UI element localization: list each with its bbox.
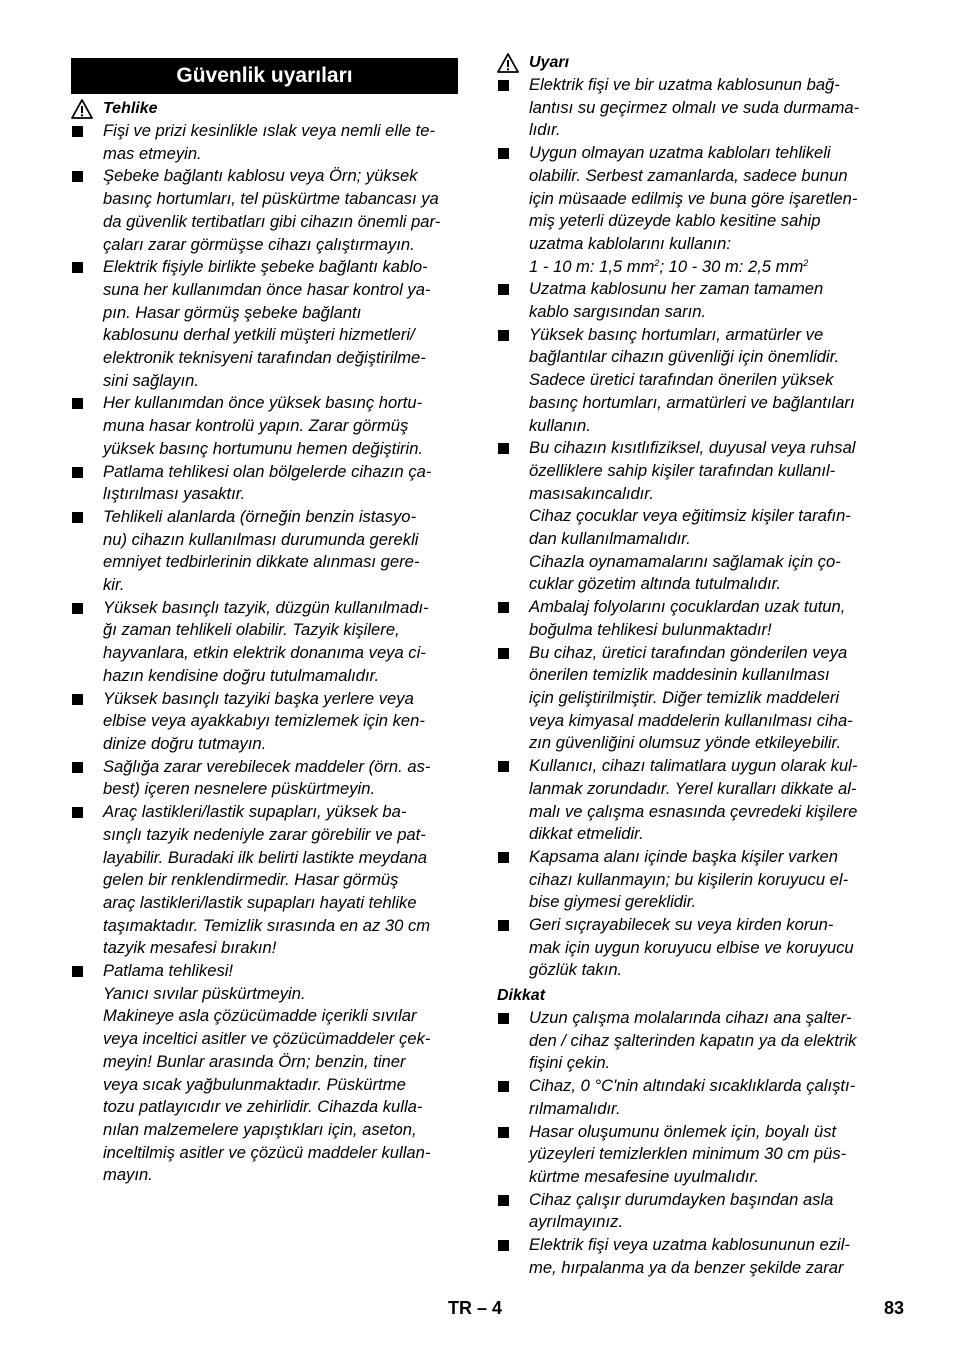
square-bullet-icon — [498, 1081, 509, 1092]
item-text-line: bağlantılar cihazın güvenliği için önemlidir. — [529, 347, 840, 367]
square-bullet-icon — [498, 648, 509, 659]
item-text-line: den / cihaz şalterinden kapatın ya da elektrik — [529, 1030, 857, 1050]
item-text-line: Geri sıçrayabilecek su veya kirden korun- — [529, 915, 834, 935]
caution-list — [497, 1007, 917, 1279]
list-item — [497, 437, 917, 596]
item-text-line: hazın kendisine doğru tutulmamalıdır. — [103, 665, 380, 685]
item-text-line: veya sıcak yağbulunmaktadır. Püskürtme — [103, 1074, 406, 1094]
square-bullet-icon — [498, 852, 509, 863]
list-item — [71, 392, 471, 460]
item-text-line: ayrılmayınız. — [529, 1212, 624, 1232]
item-text-line: muna hasar kontrolü yapın. Zarar görmüş — [103, 416, 409, 436]
item-text-line: layabilir. Buradaki ilk belirti lastikte meydana — [103, 847, 428, 867]
item-text-line: malı ve çalışma esnasında çevredeki kişilere — [529, 801, 858, 821]
square-bullet-icon — [72, 512, 83, 523]
item-text-line: Cihaz, 0 °C'nin altındaki sıcaklıklarda çalıştı- — [529, 1076, 856, 1096]
item-text-line: dan kullanılmamalıdır. — [529, 529, 691, 549]
item-text-line: cihazı kullanmayın; bu kişilerin koruyucu el- — [529, 869, 849, 889]
warning-triangle-icon — [71, 99, 93, 119]
item-text-line: sınçlı tazyik nedeniyle zarar görebilir ve pat- — [103, 824, 426, 844]
list-item — [497, 278, 917, 323]
square-bullet-icon — [498, 80, 509, 91]
square-bullet-icon — [498, 602, 509, 613]
item-text-line: Fişi ve prizi kesinlikle ıslak veya nemli elle te- — [103, 121, 435, 140]
square-bullet-icon — [72, 603, 83, 614]
item-text-line: zın güvenliğini olumsuz yönde etkileyebilir. — [529, 733, 842, 753]
list-item — [497, 642, 917, 756]
item-text-line: pın. Hasar görmüş şebeke bağlantı — [103, 302, 362, 322]
item-text-line: Ambalaj folyolarını çocuklardan uzak tutun, — [529, 597, 846, 617]
list-item — [71, 506, 471, 597]
item-text-line: veya kimyasal maddelerin kullanılması ciha- — [529, 710, 853, 730]
item-text-line: lanmak zorundadır. Yerel kuralları dikkate al- — [529, 778, 857, 798]
list-item — [71, 461, 471, 506]
list-item — [497, 1234, 917, 1279]
list-item — [497, 324, 917, 438]
square-bullet-icon — [72, 807, 83, 818]
item-text-line: rılmamalıdır. — [529, 1098, 621, 1118]
cable-spec-superscript: 2 — [654, 257, 660, 268]
item-text-line: Elektrik fişi ve bir uzatma kablosunun bağ- — [529, 75, 840, 94]
warning-triangle-icon — [497, 53, 519, 73]
list-item — [71, 597, 471, 688]
item-text-line: Patlama tehlikesi olan bölgelerde cihazın ça- — [103, 461, 432, 481]
item-text-line: lıdır. — [529, 120, 561, 140]
item-text-line: gözlük takın. — [529, 960, 623, 980]
item-text-line: fişini çekin. — [529, 1053, 611, 1073]
square-bullet-icon — [72, 694, 83, 705]
item-text-line: mak için uygun koruyucu elbise ve koruyucu — [529, 937, 854, 957]
item-text-line: Yüksek basınçlı tazyik, düzgün kullanılmadı- — [103, 597, 429, 617]
item-text-line: Bu cihaz, üretici tarafından gönderilen veya — [529, 642, 848, 662]
item-text-line: Tehlikeli alanlarda (örneğin benzin istasyo- — [103, 506, 417, 526]
square-bullet-icon — [498, 761, 509, 772]
item-text-line: basınç hortumları, tel püskürtme tabancası ya — [103, 189, 439, 209]
item-text-line: da güvenlik tertibatları gibi cihazın önemli par- — [103, 211, 441, 231]
item-text-line: suna her kullanımdan önce hasar kontrol ya- — [103, 279, 431, 299]
item-text-line: Uzun çalışma molalarında cihazı ana şalter- — [529, 1008, 852, 1027]
item-text-line: ğı zaman tehlikeli olabilir. Tazyik kişilere, — [103, 620, 400, 640]
list-item — [497, 596, 917, 641]
item-text-line: Elektrik fişi veya uzatma kablosununun ezil- — [529, 1235, 850, 1255]
square-bullet-icon — [72, 171, 83, 182]
item-text-line: Cihazla oynamamalarını sağlamak için ço- — [529, 551, 841, 571]
item-text-line: Cihaz çocuklar veya eğitimsiz kişiler tarafın- — [529, 506, 851, 526]
list-item — [71, 120, 471, 165]
item-text-line: lıştırılması yasaktır. — [103, 484, 246, 504]
item-text-line: lantısı su geçirmez olmalı ve suda durmama- — [529, 97, 860, 117]
item-text-line: Araç lastikleri/lastik supapları, yüksek ba- — [103, 802, 407, 822]
item-text-line: kir. — [103, 575, 125, 595]
item-text-line: Kullanıcı, cihazı talimatlara uygun olarak kul- — [529, 756, 858, 776]
square-bullet-icon — [72, 762, 83, 773]
list-item — [71, 960, 471, 1187]
list-item — [497, 755, 917, 846]
item-text-line: Sadece üretici tarafından önerilen yüksek — [529, 370, 834, 390]
danger-heading — [71, 98, 158, 121]
item-text-line: yüksek basınç hortumunu hemen değiştirin. — [103, 438, 424, 458]
list-item — [71, 801, 471, 960]
item-text-line: Her kullanımdan önce yüksek basınç hortu- — [103, 393, 423, 413]
item-text-line: uzatma kablolarını kullanın: — [529, 233, 732, 253]
item-text-line: tazyik mesafesi bırakın! — [103, 938, 277, 958]
item-text-line: miş yeterli düzeyde kablo kesitine sahip — [529, 211, 821, 231]
list-item — [497, 1121, 917, 1189]
danger-list — [71, 120, 471, 1187]
list-item — [497, 142, 917, 278]
square-bullet-icon — [498, 1127, 509, 1138]
cable-spec-part: 1 - 10 m: 1,5 mm — [529, 256, 655, 276]
item-text-line: özelliklere sahip kişiler tarafından kullanıl- — [529, 460, 836, 480]
item-text-line: Sağlığa zarar verebilecek maddeler (örn. as- — [103, 756, 431, 776]
item-text-line: Yüksek basınç hortumları, armatürler ve — [529, 324, 824, 344]
square-bullet-icon — [498, 284, 509, 295]
item-text-line: Bu cihazın kısıtlıfiziksel, duyusal veya ruhsal — [529, 438, 856, 458]
warning-list — [497, 74, 917, 982]
square-bullet-icon — [498, 1240, 509, 1251]
item-text-line: kullanın. — [529, 415, 591, 435]
item-text-line: taşımaktadır. Temizlik sırasında en az 30 cm — [103, 915, 431, 935]
cable-spec-line — [529, 256, 917, 279]
square-bullet-icon — [72, 126, 83, 137]
footer-section-label: TR – 4 — [448, 1298, 503, 1318]
square-bullet-icon — [498, 1013, 509, 1024]
item-text-line: olabilir. Serbest zamanlarda, sadece bunun — [529, 165, 848, 185]
list-item — [71, 688, 471, 756]
square-bullet-icon — [498, 443, 509, 454]
item-text-line: kablo sargısından sarın. — [529, 302, 707, 322]
item-text-line: kablosunu derhal yetkili müşteri hizmetleri/ — [103, 325, 415, 345]
square-bullet-icon — [72, 398, 83, 409]
item-text-line: mayın. — [103, 1165, 153, 1185]
item-text-line: Uygun olmayan uzatma kabloları tehlikeli — [529, 143, 831, 163]
item-text-line: veya inceltici asitler ve çözücümaddeler çek- — [103, 1029, 431, 1049]
item-text-line: nu) cihazın kullanılması durumunda gerekli — [103, 529, 419, 549]
item-text-line: nılan malzemelere yapıştıkları için, aseton, — [103, 1119, 417, 1139]
item-text-line: Şebeke bağlantı kablosu veya Örn; yüksek — [103, 166, 418, 186]
item-text-line: yüzeyleri temizlerklen minimum 30 cm püs- — [529, 1144, 847, 1164]
item-text-line: Kapsama alanı içinde başka kişiler varken — [529, 846, 838, 866]
item-text-line: basınç hortumları, armatürleri ve bağlantıları — [529, 392, 855, 412]
item-text-line: bise giymesi gereklidir. — [529, 892, 697, 912]
square-bullet-icon — [72, 262, 83, 273]
item-text-line: için müsaade edilmiş ve buna göre işaretlen- — [529, 188, 858, 208]
item-text-line: kürtme mesafesine uyulmalıdır. — [529, 1166, 759, 1186]
item-text-line: meyin! Bunlar arasında Örn; benzin, tiner — [103, 1051, 406, 1071]
list-item — [71, 165, 471, 256]
cable-spec-superscript: 2 — [803, 257, 809, 268]
list-item — [71, 256, 471, 392]
item-text-line: me, hırpalanma ya da benzer şekilde zarar — [529, 1257, 844, 1277]
item-text-line: inceltilmiş asitler ve çözücü maddeler kullan- — [103, 1142, 431, 1162]
item-text-line: Uzatma kablosunu her zaman tamamen — [529, 279, 824, 299]
item-text-line: elektronik teknisyeni tarafından değiştirilme- — [103, 348, 426, 368]
caution-label: Dikkat — [497, 987, 546, 1004]
item-text-line: emniyet tedbirlerinin dikkate alınması gere- — [103, 552, 420, 572]
item-text-line: elbise veya ayakkabıyı temizlemek için ken- — [103, 711, 425, 731]
item-text-line: best) içeren nesnelere püskürtmeyin. — [103, 779, 376, 799]
danger-label: Tehlike — [103, 100, 158, 117]
item-text-line: araç lastikleri/lastik supapları hayati tehlike — [103, 892, 417, 912]
item-text-line: cuklar gözetim altında tutulmalıdır. — [529, 574, 782, 594]
section-title: Güvenlik uyarıları — [71, 58, 458, 94]
item-text-line: Elektrik fişiyle birlikte şebeke bağlantı kablo- — [103, 257, 428, 277]
square-bullet-icon — [498, 1195, 509, 1206]
cable-spec-part: ; 10 - 30 m: 2,5 mm — [659, 256, 804, 276]
list-item — [497, 914, 917, 982]
square-bullet-icon — [498, 148, 509, 159]
item-text-line: hayvanlara, etkin elektrik donanıma veya ci- — [103, 643, 426, 663]
item-text-line: masısakıncalıdır. — [529, 483, 654, 503]
item-text-line: Makineye asla çözücümadde içerikli sıvılar — [103, 1006, 417, 1026]
list-item — [497, 1075, 917, 1120]
item-text-line: Cihaz çalışır durumdayken başından asla — [529, 1189, 834, 1209]
list-item — [497, 1007, 917, 1075]
list-item — [497, 74, 917, 142]
item-text-line: için geliştirilmiştir. Diğer temizlik maddeleri — [529, 687, 840, 707]
item-text-line: gelen bir renklendirmedir. Hasar görmüş — [103, 870, 399, 890]
square-bullet-icon — [498, 330, 509, 341]
item-text-line: çaları zarar görmüşse cihazı çalıştırmayın. — [103, 234, 415, 254]
square-bullet-icon — [72, 966, 83, 977]
item-text-line: boğulma tehlikesi bulunmaktadır! — [529, 619, 772, 639]
item-text-line: sini sağlayın. — [103, 370, 199, 390]
item-text-line: Hasar oluşumunu önlemek için, boyalı üst — [529, 1121, 837, 1141]
item-text-line: dikkat etmelidir. — [529, 824, 644, 844]
square-bullet-icon — [498, 920, 509, 931]
item-text-line: Yüksek basınçlı tazyiki başka yerlere veya — [103, 688, 414, 708]
caution-heading — [497, 985, 545, 1008]
item-text-line: Patlama tehlikesi! — [103, 961, 234, 981]
warning-label: Uyarı — [529, 54, 570, 71]
list-item — [497, 1189, 917, 1234]
warning-heading — [497, 52, 569, 75]
square-bullet-icon — [72, 467, 83, 478]
list-item — [497, 846, 917, 914]
page-number: 83 — [884, 1298, 905, 1318]
item-text-line: Yanıcı sıvılar püskürtmeyin. — [103, 983, 306, 1003]
item-text-line: önerilen temizlik maddesinin kullanılması — [529, 665, 830, 685]
list-item — [71, 756, 471, 801]
item-text-line: mas etmeyin. — [103, 143, 202, 163]
item-text-line: tozu patlayıcıdır ve zehirlidir. Cihazda kulla- — [103, 1097, 423, 1117]
item-text-line: dinize doğru tutmayın. — [103, 733, 267, 753]
